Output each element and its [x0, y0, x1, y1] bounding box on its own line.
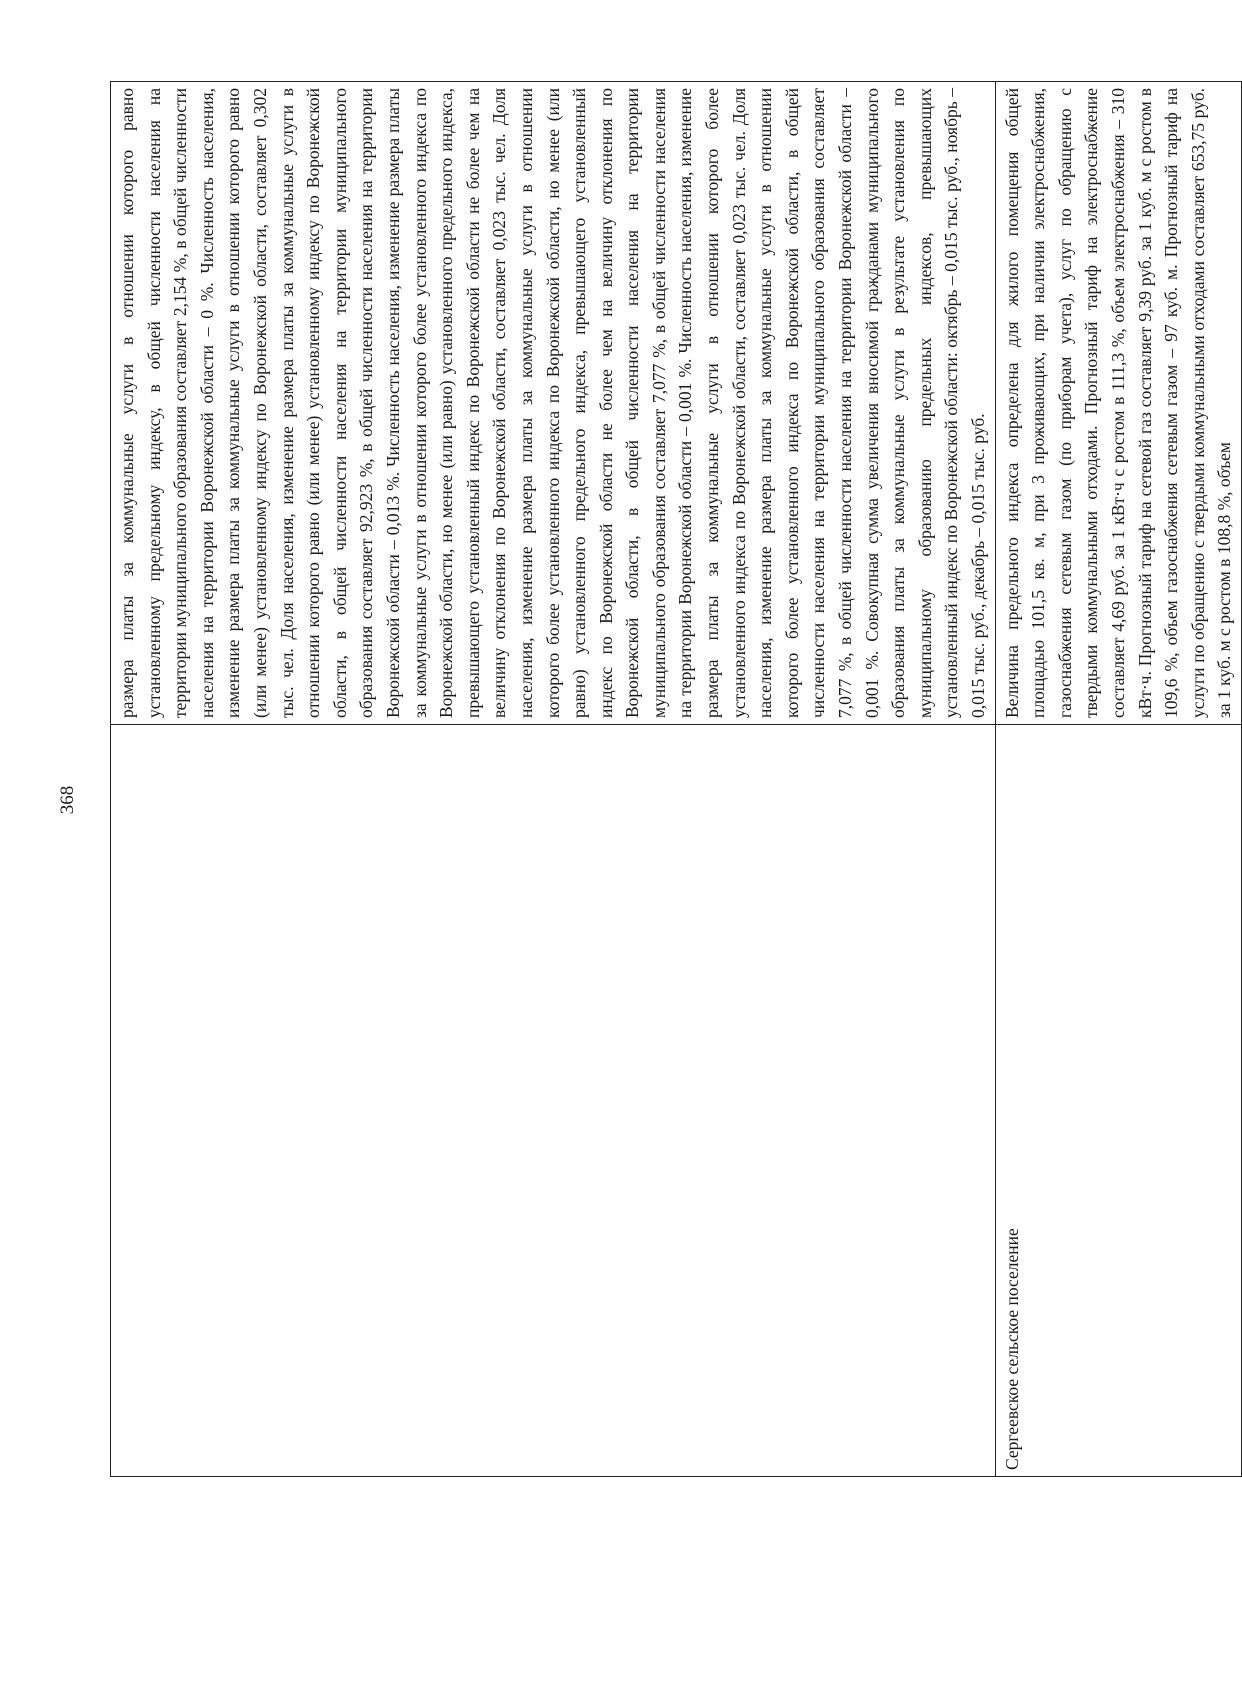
- page-number: 368: [57, 785, 78, 815]
- table-row: [995, 82, 1241, 1477]
- rotated-table-region: [110, 82, 1235, 1477]
- municipality-name: Сергеевское сельское поселение: [1001, 1228, 1022, 1470]
- description-text: Величина предельного индекса определена для жилого помещения общей площадью 101,5 кв. м, при 3 проживающих, при наличии электроснабжения, газоснабжения сетевым газом (по приборам учета), услуг по обращению с твердыми коммунальными отходами. Прогнозный тариф на электроснабжение составляет 4,69 руб. за 1 кВт·ч с ростом в 111,3 %, объем электроснабжения – 310 кВт·ч. Прогнозный тариф на сетевой газ составляет 9,39 руб. за 1 куб. м с ростом в 109,6 %, объем газоснабжения сетевым газом – 97 куб. м. Прогнозный тариф на услуги по обращению с твердыми коммунальными отходами составляет 653,75 руб. за 1 куб. м с ростом в 108,8 %, объем: [1001, 88, 1235, 718]
- municipality-name-cell: [111, 725, 996, 1477]
- table-row: [111, 82, 996, 1477]
- description-cell: [111, 82, 996, 725]
- description-cell: [995, 82, 1241, 725]
- document-table: [110, 81, 1242, 1477]
- description-text: размера платы за коммунальные услуги в отношении которого равно установленному предельному индексу, в общей численности населения на территории муниципального образования составляет 2,154 %, в общей численности населения на территории Воронежской области – 0 %. Численность населения, изменение размера платы за коммунальные услуги в отношении которого равно (или менее) установленному индексу по Воронежской области, составляет 0,302 тыс. чел. Доля населения, изменение размера платы за коммунальные услуги в отношении которого равно (или менее) установленному индексу по Воронежской области, в общей численности населения на территории муниципального образования составляет 92,923 %, в общей численности населения на территории Воронежской области – 0,013 %. Численность населения, изменение размера платы за коммунальные услуги в отношении которого более установленного индекса по Воронежской области, но менее (или равно) установленного предельного индекса, превышающего установленный индекс по Воронежской области не более чем на величину отклонения по Воронежской области, составляет 0,023 тыс. чел. Доля населения, изменение размера платы за коммунальные услуги в отношении которого более установленного индекса по Воронежской области, но менее (или равно) установленного предельного индекса, превышающего установленный индекс по Воронежской области не более чем на величину отклонения по Воронежской области, в общей численности населения на территории муниципального образования составляет 7,077 %, в общей численности населения на территории Воронежской области – 0,001 %. Численность населения, изменение размера платы за коммунальные услуги в отношении которого более установленного индекса по Воронежской области, составляет 0,023 тыс. чел. Доля населения, изменение размера платы за коммунальные услуги в отношении которого более установленного индекса по Воронежской области, в общей численности населения на территории муниципального образования составляет 7,077 %, в общей численности населения на территории Воронежской области – 0,001 %. Совокупная сумма увеличения вносимой гражданами муниципального образования платы за коммунальные услуги в результате установления по муниципальному образованию предельных индексов, превышающих установленный индекс по Воронежской области: октябрь – 0,015 тыс. руб., ноябрь – 0,015 тыс. руб., декабрь – 0,015 тыс. руб.: [117, 88, 988, 718]
- municipality-name-cell: [995, 725, 1241, 1477]
